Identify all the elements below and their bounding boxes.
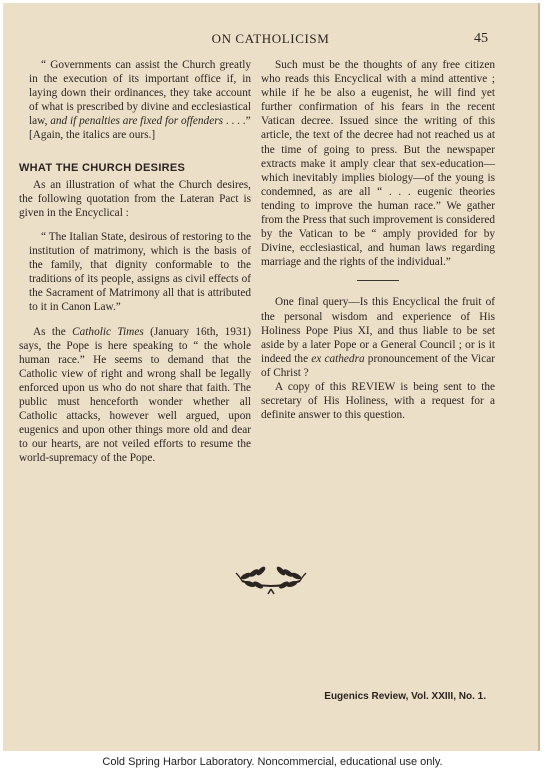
left-column: [19, 58, 251, 465]
section-heading: WHAT THE CHURCH DESIRES: [19, 161, 186, 174]
right-column: [261, 58, 495, 422]
italics-note: [Again, the italics are ours.]: [29, 129, 156, 142]
paragraph-copy-request: A copy of this REVIEW is being sent to the secretary of His Holiness, with a request for a definite answer to this question.: [261, 380, 495, 422]
wheat-sprig-icon: [228, 559, 314, 595]
paragraph-lateran-intro: As an illustration of what the Church desires, the following quotation from the Lateran Pact is given in the Encyclical :: [19, 178, 251, 219]
paragraph-catholic-times: As the Catholic Times (January 16th, 1931) says, the Pope is here speaking to “ the whole human race.” He seems to demand that the Catholic view of right and wrong shall be legally enforced upon us who do not share that faith. The public must henceforth wonder whether all Catholic attacks, however well argued, upon eugenics and upon other things more old and dear to our hearts, are not veiled efforts to resume the world-supremacy of the Pope.: [19, 325, 252, 465]
scanned-page: [3, 3, 540, 751]
archive-credit: Cold Spring Harbor Laboratory. Noncommercial, educational use only.: [102, 756, 443, 768]
section-divider: [357, 280, 399, 281]
lateran-pact-quote: “ The Italian State, desirous of restoring to the institution of matrimony, which is the basis of the family, that dignity conformable to the traditions of its people, assigns as civil effects of the Sacrament of Matrimony all that is attributed to it in Canon Law.”: [29, 230, 251, 314]
page-number: 45: [474, 31, 488, 46]
paragraph-final-query: One final query—Is this Encyclical the fruit of the personal wisdom and experience of His Holiness Pope Pius XI, and thus liable to be set aside by a later Pope or a General Council ; or is it indeed the ex cathedra pronouncement of the Vicar of Christ ?: [261, 296, 495, 379]
running-head: ON CATHOLICISM: [211, 31, 330, 46]
governments-quote: “ Governments can assist the Church greatly in the execution of its important office if, in laying down their ordinances, they take account of what is prescribed by divine and ecclesiastical law, and if penalties are fixed for offenders . . . .”: [29, 59, 251, 128]
journal-citation: Eugenics Review, Vol. XXIII, No. 1.: [324, 691, 486, 702]
paragraph-free-citizen: Such must be the thoughts of any free citizen who reads this Encyclical with a mind attentive ; while if he be also a eugenist, he will find yet further confirmation of his fears in the recent Vatican decree. Issued since the writing of this article, the text of the decree had not reached us at the time of going to press. But the newspaper extracts make it amply clear that sex-education—which inevitably implies biology—of the young is condemned, as are all “ . . . eugenic theories tending to improve the human race.” We gather from the Press that such improvement is considered by the Vatican to be “ amply provided for by Divine, ecclesiastical, and human laws regarding marriage and the rights of the individual.”: [261, 59, 495, 269]
